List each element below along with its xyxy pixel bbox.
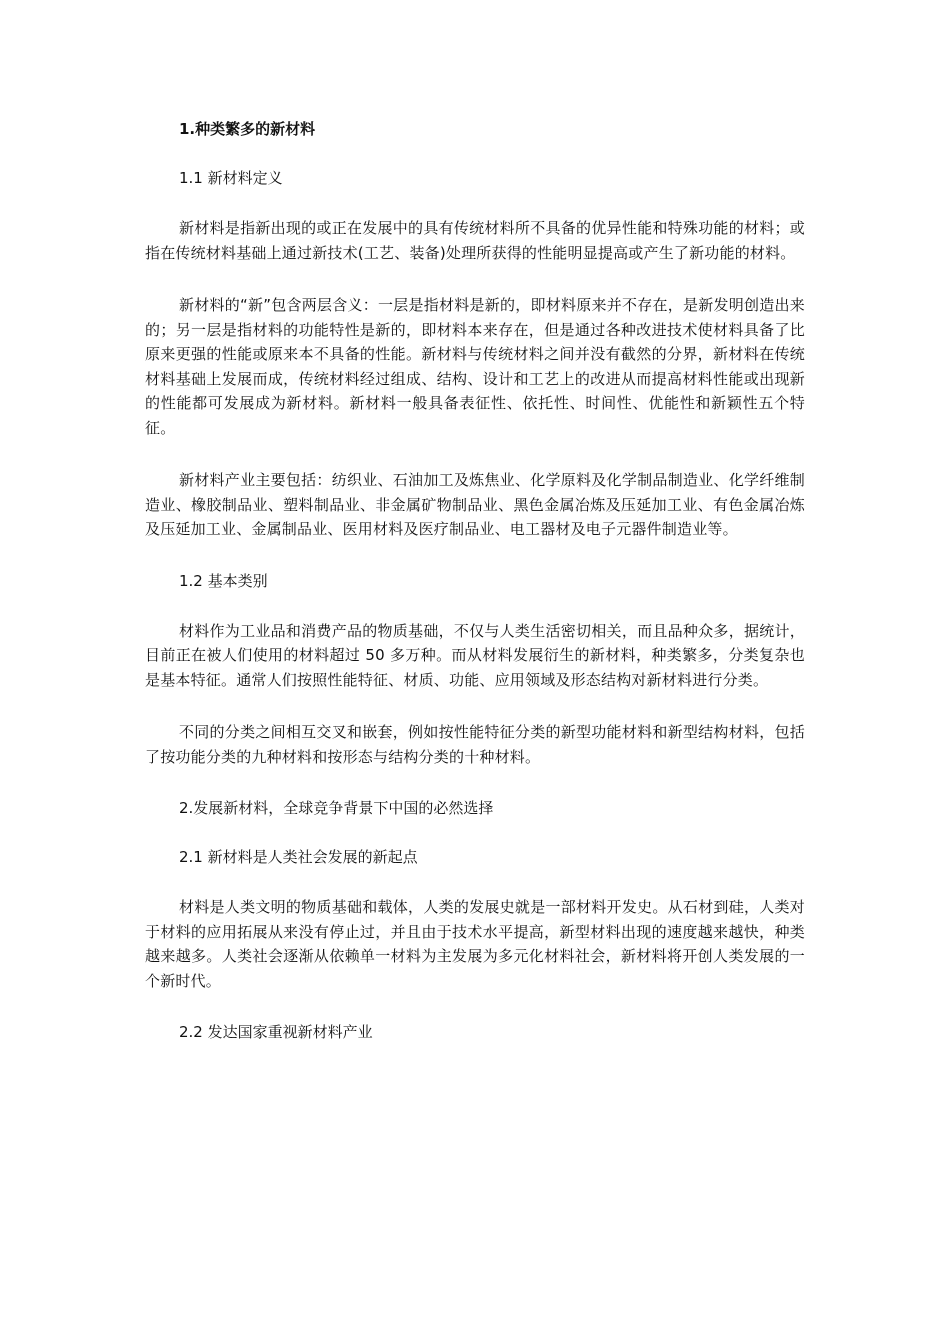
paragraph-categories: 材料作为工业品和消费产品的物质基础，不仅与人类生活密切相关，而且品种众多，据统计，目前正在被人们使用的材料超过 50 多万种。而从材料发展衍生的新材料，种类繁多，分类复杂也是基本特征。通常人们按照性能特征、材质、功能、应用领域及形态结构对新材料进行分类。 (145, 621, 805, 689)
section-heading-1: 1.种类繁多的新材料 (179, 120, 316, 138)
paragraph-definition: 新材料是指新出现的或正在发展中的具有传统材料所不具备的优异性能和特殊功能的材料；或指在传统材料基础上通过新技术(工艺、装备)处理所获得的性能明显提高或产生了新功能的材料。 (145, 219, 805, 262)
paragraph-industries: 新材料产业主要包括：纺织业、石油加工及炼焦业、化学原料及化学制品制造业、化学纤维制造业、橡胶制品业、塑料制品业、非金属矿物制品业、黑色金属冶炼及压延加工业、有色金属冶炼及压延加工业、金属制品业、医用材料及医疗制品业、电工器材及电子元器件制造业等。 (145, 471, 805, 538)
paragraph-civilization: 材料是人类文明的物质基础和载体，人类的发展史就是一部材料开发史。从石材到硅，人类对于材料的应用拓展从来没有停止过，并且由于技术水平提高，新型材料出现的速度越来越快，种类越来越多。人类社会逐渐从依赖单一材料为主发展为多元化材料社会，新材料将开创人类发展的一个新时代。 (145, 898, 805, 990)
section-heading-2: 2.发展新材料，全球竞争背景下中国的必然选择 (179, 799, 494, 817)
subsection-heading-2-1: 2.1 新材料是人类社会发展的新起点 (179, 848, 418, 866)
subsection-heading-2-2: 2.2 发达国家重视新材料产业 (179, 1023, 373, 1041)
paragraph-meaning: 新材料的“新”包含两层含义：一层是指材料是新的，即材料原来并不存在，是新发明创造出来的；另一层是指材料的功能特性是新的，即材料本来存在，但是通过各种改进技术使材料具备了比原来更强的性能或原来本不具备的性能。新材料与传统材料之间并没有截然的分界，新材料在传统材料基础上发展而成，传统材料经过组成、结构、设计和工艺上的改进从而提高材料性能或出现新的性能都可发展成为新材料。新材料一般具备表征性、依托性、时间性、优能性和新颖性五个特征。 (145, 296, 805, 437)
subsection-heading-1-1: 1.1 新材料定义 (179, 169, 283, 187)
paragraph-classification: 不同的分类之间相互交叉和嵌套，例如按性能特征分类的新型功能材料和新型结构材料，包括了按功能分类的九种材料和按形态与结构分类的十种材料。 (145, 723, 805, 766)
subsection-heading-1-2: 1.2 基本类别 (179, 571, 268, 590)
document-body (145, 118, 805, 1070)
